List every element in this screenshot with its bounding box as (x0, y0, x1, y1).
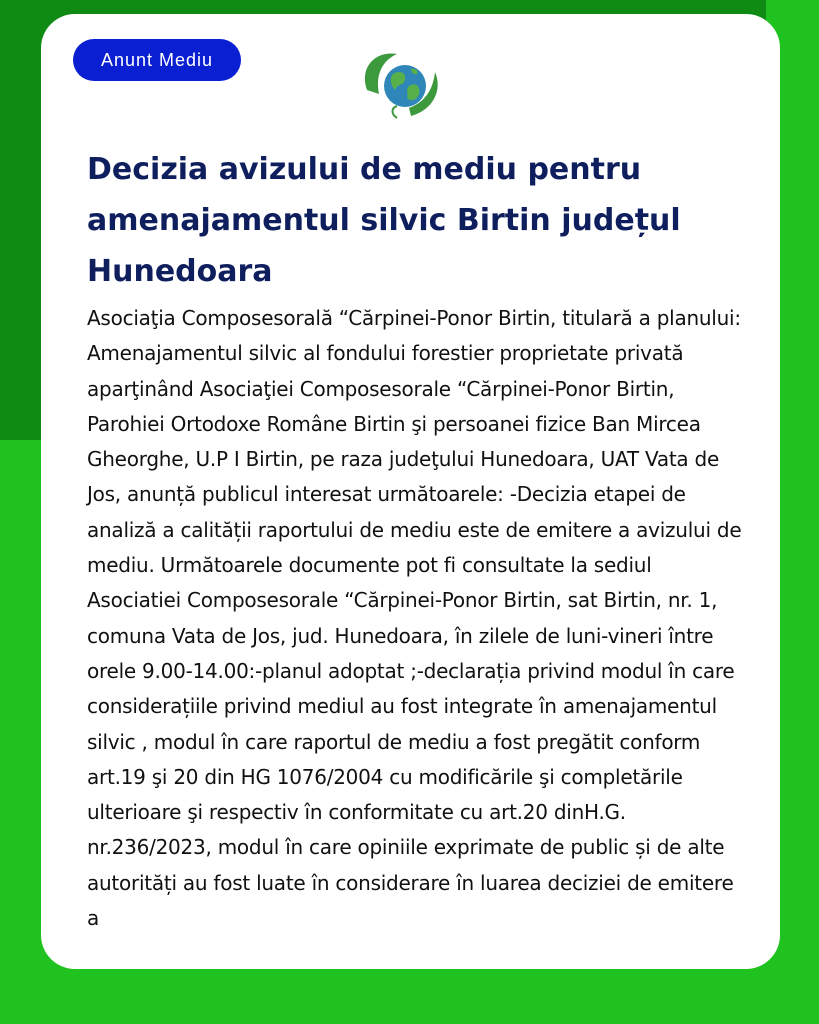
gazeta-de-mediu-logo (353, 24, 453, 134)
article-card (41, 14, 780, 969)
article-body: Asociaţia Composesorală “Cărpinei-Ponor Birtin, titulară a planului: Amenajamentul silvic al fondului forestier proprietate privată aparţinând Asociaţiei Composesorale “Cărpinei-Ponor Birtin, Parohiei Ortodoxe Române Birtin şi persoanei fizice Ban Mircea Gheorghe, U.P I Birtin, pe raza judeţului Hunedoara, UAT Vata de Jos, anunță publicul interesat următoarele: -Decizia etapei de analiză a calității raportului de mediu este de emitere a avizului de mediu. Următoarele documente pot fi consultate la sediul Asociatiei Composesorale “Cărpinei-Ponor Birtin, sat Birtin, nr. 1, comuna Vata de Jos, jud. Hunedoara, în zilele de luni-vineri între orele 9.00-14.00:-planul adoptat ;-declarația privind modul în care considerațiile privind mediul au fost integrate în amenajamentul silvic , modul în care raportul de mediu a fost pregătit conform art.19 şi 20 din HG 1076/2004 cu modificările şi completările ulterioare şi respectiv în conformitate cu art.20 dinH.G. nr.236/2023, modul în care opiniile exprimate de public și de alte autorități au fost luate în considerare în luarea deciziei de emitere a (87, 306, 742, 931)
category-badge[interactable]: Anunt Mediu (73, 39, 241, 81)
article-title: Decizia avizului de mediu pentru amenajamentul silvic Birtin județul Hunedoara (87, 152, 681, 289)
globe-leaf-logo-icon (353, 24, 453, 134)
